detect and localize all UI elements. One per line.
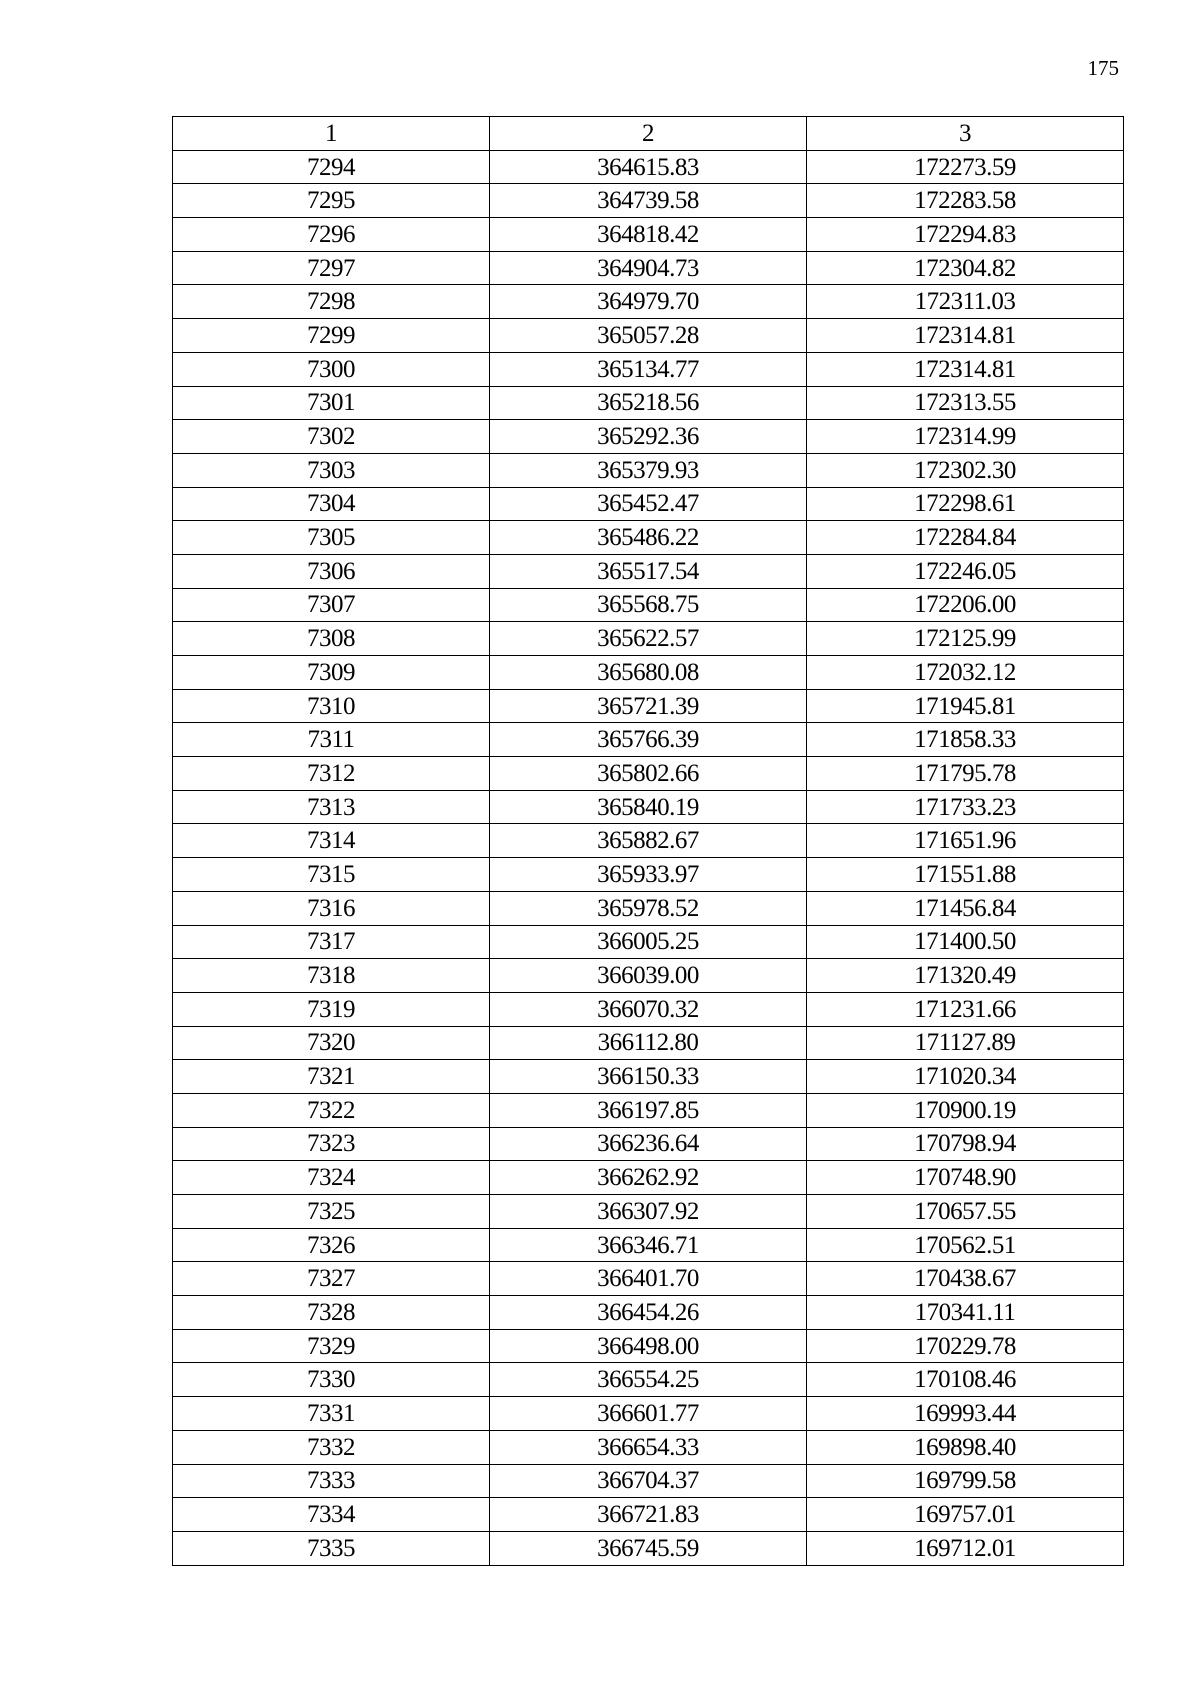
x-coordinate-cell: 366704.37 [489,1464,806,1498]
table-header [173,117,1124,151]
table-row [173,1262,1124,1296]
y-coordinate-cell: 172206.00 [806,588,1123,622]
point-number-cell: 7298 [173,285,490,319]
x-coordinate-cell: 365486.22 [489,521,806,555]
point-number-cell: 7315 [173,858,490,892]
y-coordinate-cell: 169993.44 [806,1397,1123,1431]
x-coordinate-cell: 365840.19 [489,790,806,824]
point-number-cell: 7307 [173,588,490,622]
y-coordinate-cell: 170438.67 [806,1262,1123,1296]
y-coordinate-cell: 172304.82 [806,251,1123,285]
y-coordinate-cell: 170900.19 [806,1093,1123,1127]
table-row [173,251,1124,285]
point-number-cell: 7295 [173,184,490,218]
y-coordinate-cell: 172298.61 [806,487,1123,521]
table-row [173,824,1124,858]
y-coordinate-cell: 171231.66 [806,992,1123,1026]
y-coordinate-cell: 172294.83 [806,218,1123,252]
y-coordinate-cell: 171127.89 [806,1026,1123,1060]
table-row [173,656,1124,690]
x-coordinate-cell: 364739.58 [489,184,806,218]
y-coordinate-cell: 172314.99 [806,420,1123,454]
table-row [173,1127,1124,1161]
x-coordinate-cell: 365379.93 [489,453,806,487]
table-row [173,1464,1124,1498]
y-coordinate-cell: 170108.46 [806,1363,1123,1397]
x-coordinate-cell: 364979.70 [489,285,806,319]
table-row [173,1363,1124,1397]
y-coordinate-cell: 171733.23 [806,790,1123,824]
point-number-cell: 7305 [173,521,490,555]
y-coordinate-cell: 172125.99 [806,622,1123,656]
table-row [173,453,1124,487]
point-number-cell: 7322 [173,1093,490,1127]
point-number-cell: 7332 [173,1430,490,1464]
table-row [173,352,1124,386]
y-coordinate-cell: 170341.11 [806,1296,1123,1330]
y-coordinate-cell: 169799.58 [806,1464,1123,1498]
x-coordinate-cell: 366721.83 [489,1498,806,1532]
table-row [173,319,1124,353]
x-coordinate-cell: 366039.00 [489,959,806,993]
y-coordinate-cell: 171795.78 [806,757,1123,791]
point-number-cell: 7321 [173,1060,490,1094]
x-coordinate-cell: 365218.56 [489,386,806,420]
x-coordinate-cell: 366454.26 [489,1296,806,1330]
x-coordinate-cell: 366654.33 [489,1430,806,1464]
table-row [173,1161,1124,1195]
page-number: 175 [1087,56,1119,80]
table-row [173,689,1124,723]
point-number-cell: 7320 [173,1026,490,1060]
point-number-cell: 7314 [173,824,490,858]
x-coordinate-cell: 365933.97 [489,858,806,892]
x-coordinate-cell: 366150.33 [489,1060,806,1094]
table-row [173,925,1124,959]
x-coordinate-cell: 365452.47 [489,487,806,521]
column-header-2: 2 [489,117,806,151]
header-row [173,117,1124,151]
y-coordinate-cell: 170657.55 [806,1195,1123,1229]
y-coordinate-cell: 170229.78 [806,1329,1123,1363]
y-coordinate-cell: 172314.81 [806,319,1123,353]
point-number-cell: 7329 [173,1329,490,1363]
y-coordinate-cell: 170798.94 [806,1127,1123,1161]
point-number-cell: 7335 [173,1531,490,1565]
y-coordinate-cell: 171551.88 [806,858,1123,892]
table-row [173,218,1124,252]
y-coordinate-cell: 172313.55 [806,386,1123,420]
point-number-cell: 7300 [173,352,490,386]
x-coordinate-cell: 366070.32 [489,992,806,1026]
point-number-cell: 7328 [173,1296,490,1330]
x-coordinate-cell: 366346.71 [489,1228,806,1262]
y-coordinate-cell: 171456.84 [806,891,1123,925]
table-row [173,1531,1124,1565]
point-number-cell: 7304 [173,487,490,521]
x-coordinate-cell: 366197.85 [489,1093,806,1127]
y-coordinate-cell: 169898.40 [806,1430,1123,1464]
point-number-cell: 7299 [173,319,490,353]
point-number-cell: 7323 [173,1127,490,1161]
x-coordinate-cell: 365517.54 [489,554,806,588]
table-row [173,757,1124,791]
y-coordinate-cell: 172311.03 [806,285,1123,319]
column-header-1: 1 [173,117,490,151]
y-coordinate-cell: 172314.81 [806,352,1123,386]
table-row [173,588,1124,622]
table-row [173,1093,1124,1127]
table-row [173,723,1124,757]
table-row [173,285,1124,319]
coordinates-table [172,116,1124,1566]
table-row [173,992,1124,1026]
table-row [173,386,1124,420]
table-row [173,1195,1124,1229]
point-number-cell: 7327 [173,1262,490,1296]
y-coordinate-cell: 171020.34 [806,1060,1123,1094]
y-coordinate-cell: 169712.01 [806,1531,1123,1565]
x-coordinate-cell: 365802.66 [489,757,806,791]
table-row [173,1498,1124,1532]
table-row [173,790,1124,824]
y-coordinate-cell: 171320.49 [806,959,1123,993]
y-coordinate-cell: 172246.05 [806,554,1123,588]
y-coordinate-cell: 170748.90 [806,1161,1123,1195]
point-number-cell: 7324 [173,1161,490,1195]
point-number-cell: 7297 [173,251,490,285]
table-row [173,858,1124,892]
x-coordinate-cell: 365568.75 [489,588,806,622]
x-coordinate-cell: 365721.39 [489,689,806,723]
point-number-cell: 7301 [173,386,490,420]
y-coordinate-cell: 172302.30 [806,453,1123,487]
point-number-cell: 7319 [173,992,490,1026]
table-row [173,487,1124,521]
y-coordinate-cell: 171651.96 [806,824,1123,858]
point-number-cell: 7308 [173,622,490,656]
table-row [173,1397,1124,1431]
point-number-cell: 7313 [173,790,490,824]
x-coordinate-cell: 364818.42 [489,218,806,252]
table-row [173,554,1124,588]
x-coordinate-cell: 366112.80 [489,1026,806,1060]
x-coordinate-cell: 365134.77 [489,352,806,386]
point-number-cell: 7330 [173,1363,490,1397]
x-coordinate-cell: 364615.83 [489,150,806,184]
x-coordinate-cell: 365766.39 [489,723,806,757]
x-coordinate-cell: 366005.25 [489,925,806,959]
x-coordinate-cell: 366554.25 [489,1363,806,1397]
table-row [173,184,1124,218]
point-number-cell: 7310 [173,689,490,723]
x-coordinate-cell: 364904.73 [489,251,806,285]
table-row [173,521,1124,555]
point-number-cell: 7306 [173,554,490,588]
x-coordinate-cell: 365622.57 [489,622,806,656]
x-coordinate-cell: 366745.59 [489,1531,806,1565]
point-number-cell: 7302 [173,420,490,454]
table-row [173,1430,1124,1464]
x-coordinate-cell: 365882.67 [489,824,806,858]
point-number-cell: 7294 [173,150,490,184]
point-number-cell: 7317 [173,925,490,959]
y-coordinate-cell: 172032.12 [806,656,1123,690]
point-number-cell: 7325 [173,1195,490,1229]
point-number-cell: 7309 [173,656,490,690]
table-row [173,1060,1124,1094]
y-coordinate-cell: 170562.51 [806,1228,1123,1262]
point-number-cell: 7331 [173,1397,490,1431]
y-coordinate-cell: 169757.01 [806,1498,1123,1532]
y-coordinate-cell: 172273.59 [806,150,1123,184]
y-coordinate-cell: 171945.81 [806,689,1123,723]
column-header-3: 3 [806,117,1123,151]
x-coordinate-cell: 366601.77 [489,1397,806,1431]
point-number-cell: 7303 [173,453,490,487]
table-body [173,150,1124,1565]
table-row [173,150,1124,184]
x-coordinate-cell: 366498.00 [489,1329,806,1363]
point-number-cell: 7296 [173,218,490,252]
table-row [173,1228,1124,1262]
x-coordinate-cell: 365292.36 [489,420,806,454]
table-row [173,622,1124,656]
table-row [173,1026,1124,1060]
table-row [173,1329,1124,1363]
point-number-cell: 7311 [173,723,490,757]
x-coordinate-cell: 366236.64 [489,1127,806,1161]
point-number-cell: 7334 [173,1498,490,1532]
point-number-cell: 7333 [173,1464,490,1498]
x-coordinate-cell: 365978.52 [489,891,806,925]
table-row [173,420,1124,454]
y-coordinate-cell: 171400.50 [806,925,1123,959]
table-row [173,1296,1124,1330]
y-coordinate-cell: 172283.58 [806,184,1123,218]
x-coordinate-cell: 366307.92 [489,1195,806,1229]
point-number-cell: 7316 [173,891,490,925]
x-coordinate-cell: 366401.70 [489,1262,806,1296]
point-number-cell: 7318 [173,959,490,993]
table-row [173,891,1124,925]
y-coordinate-cell: 171858.33 [806,723,1123,757]
y-coordinate-cell: 172284.84 [806,521,1123,555]
point-number-cell: 7326 [173,1228,490,1262]
point-number-cell: 7312 [173,757,490,791]
x-coordinate-cell: 365680.08 [489,656,806,690]
table-row [173,959,1124,993]
x-coordinate-cell: 366262.92 [489,1161,806,1195]
x-coordinate-cell: 365057.28 [489,319,806,353]
